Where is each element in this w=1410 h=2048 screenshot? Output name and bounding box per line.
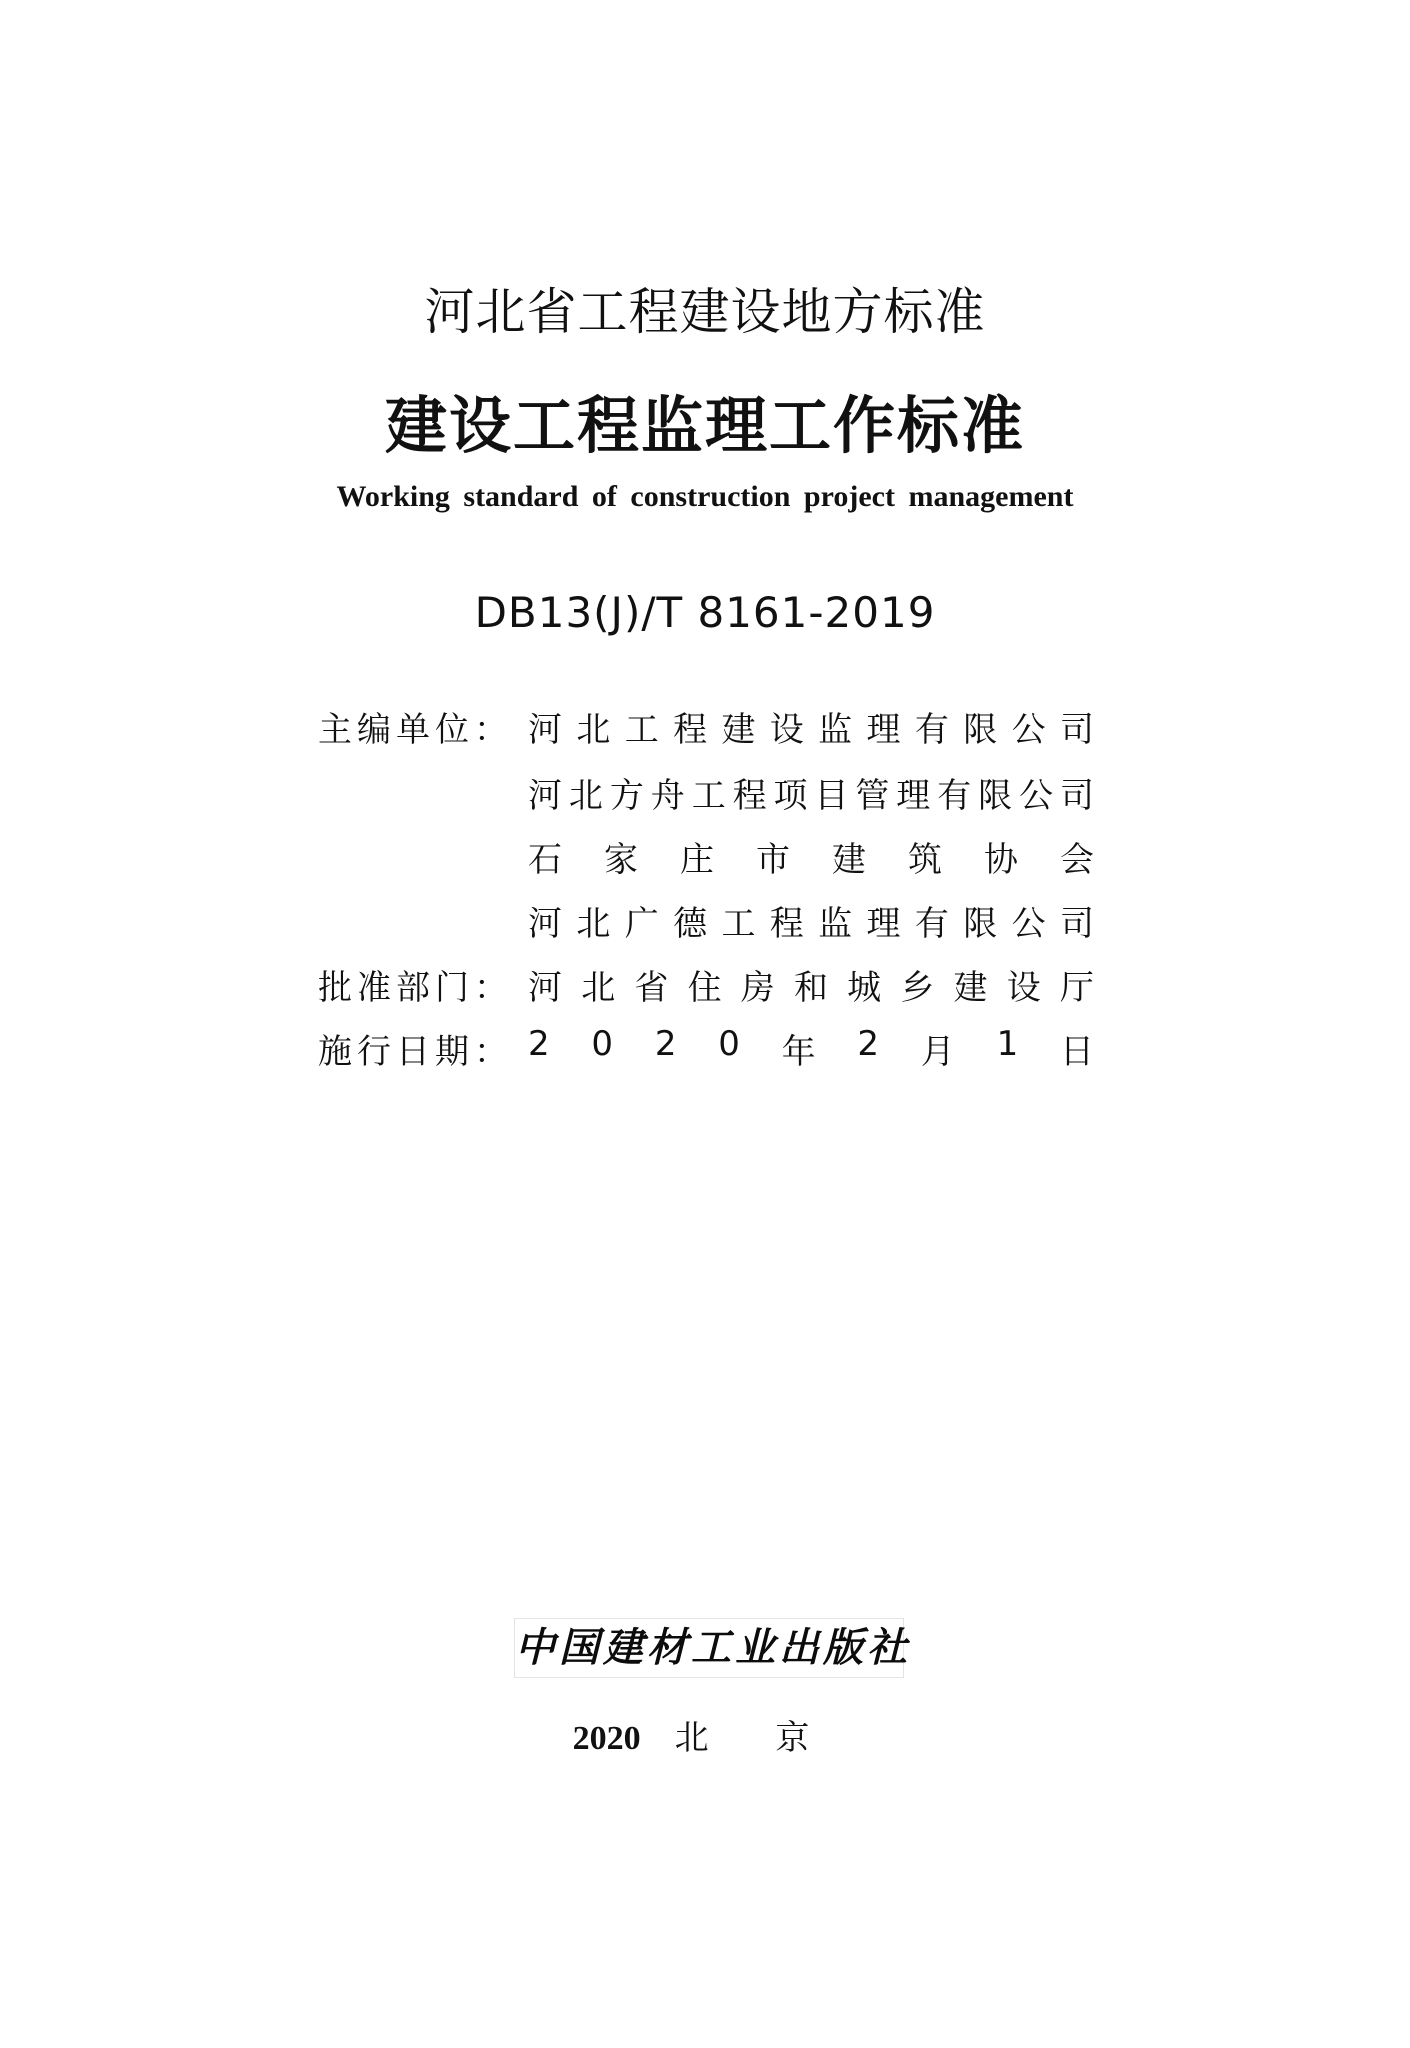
main-title: 建设工程监理工作标准 xyxy=(384,389,1025,462)
english-title: Working standard of construction project management xyxy=(336,480,1074,513)
series-title: 河北省工程建设地方标准 xyxy=(424,283,986,341)
imprint xyxy=(0,1710,1410,1759)
editor-unit-4: 河 北 广 德 工 程 监 理 有 限 公 司 xyxy=(528,904,1094,944)
publisher-logo: 中国建材工业出版社 xyxy=(514,1618,904,1678)
approval-department: 河 北 省 住 房 和 城 乡 建 设 厅 xyxy=(528,968,1094,1008)
editors-label: 主编单位： xyxy=(318,710,513,750)
publication-year: 2020 xyxy=(572,1720,641,1757)
standard-code: DB13(J)/T 8161-2019 xyxy=(474,588,936,637)
approval-label: 批准部门： xyxy=(318,968,513,1008)
effective-date-label: 施行日期： xyxy=(318,1032,513,1072)
publication-city: 北 京 xyxy=(674,1718,838,1758)
editor-unit-1: 河 北 工 程 建 设 监 理 有 限 公 司 xyxy=(528,710,1094,750)
editor-unit-2: 河 北 方 舟 工 程 项 目 管 理 有 限 公 司 xyxy=(528,776,1094,816)
effective-date: 2 0 2 0 年 2 月 1 日 xyxy=(528,1024,1094,1072)
editor-unit-3: 石 家 庄 市 建 筑 协 会 xyxy=(528,840,1094,880)
